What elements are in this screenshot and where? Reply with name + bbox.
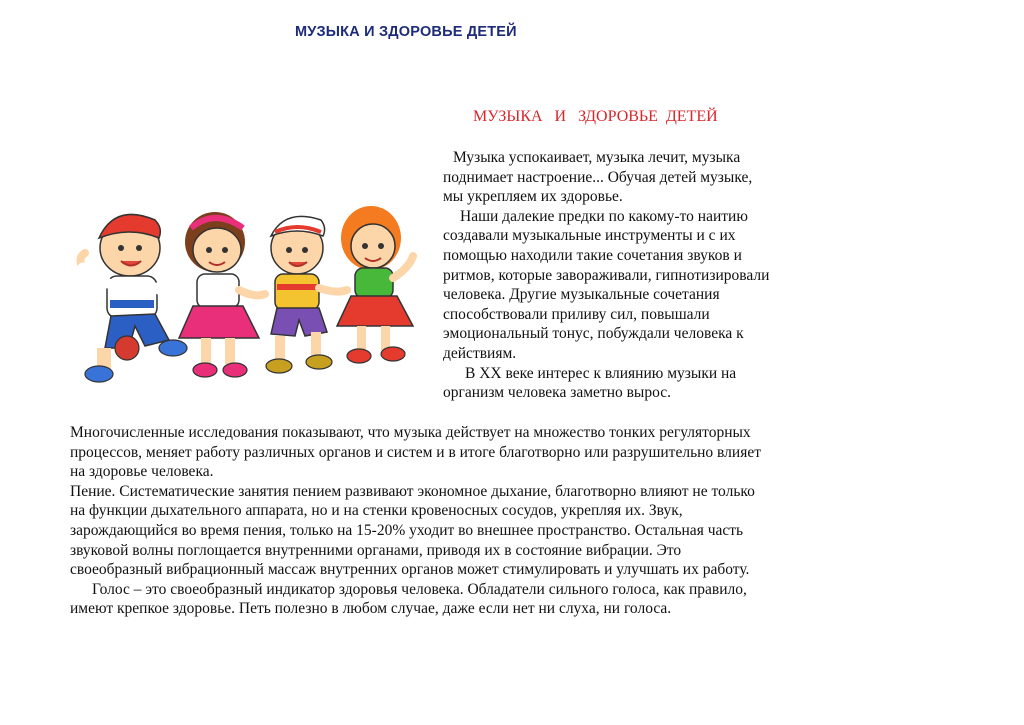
paragraph-singing: Пение. Систематические занятия пением развивают экономное дыхание, благотворно влияют не только на функции дыхательного аппарата, но и на стенки кровеносных сосудов, укрепляя их. Звук, зарождающийся во время пения, только на 15-20% уходит во внешнее пространство. Остальная часть звуковой волны поглощается внутренними органами, приводя их в состояние вибрации. Это своеобразный вибрационный массаж внутренних органов может стимулировать и улучшать их работу. <box>70 482 755 579</box>
article-intro-column <box>443 148 773 403</box>
article-body <box>70 423 770 619</box>
child-boy-yellow-shirt <box>266 216 347 373</box>
child-boy-red-cap <box>80 214 187 382</box>
child-girl-orange-hair <box>337 206 413 363</box>
paragraph-research: Многочисленные исследования показывают, что музыка действует на множество тонких регуляторных процессов, меняет работу различных органов и систем и в итоге благотворно или разрушительно влияет на здоровье человека. <box>70 424 761 481</box>
paragraph-20th-century: В XX веке интерес к влиянию музыки на организм человека заметно вырос. <box>443 364 737 402</box>
article-title: МУЗЫКА И ЗДОРОВЬЕ ДЕТЕЙ <box>473 108 718 125</box>
page-title: МУЗЫКА И ЗДОРОВЬЕ ДЕТЕЙ <box>295 24 517 40</box>
paragraph-ancestors: Наши далекие предки по какому-то наитию создавали музыкальные инструменты и с их помощью находили такие сочетания звуков и ритмов, которые завораживали, гипнотизировали человека. Другие музыкальные сочетания способствовали приливу сил, повышали эмоциональный тонус, побуждали человека к действиям. <box>443 207 770 362</box>
paragraph-intro: Музыка успокаивает, музыка лечит, музыка поднимает настроение... Обучая детей музыке, мы укрепляем их здоровье. <box>443 149 753 206</box>
dancing-children-illustration <box>75 198 425 388</box>
paragraph-voice: Голос – это своеобразный индикатор здоровья человека. Обладатели сильного голоса, как правило, имеют крепкое здоровье. Петь полезно в любом случае, даже если нет ни слуха, ни голоса. <box>70 580 747 618</box>
child-girl-pink-skirt <box>179 212 265 377</box>
